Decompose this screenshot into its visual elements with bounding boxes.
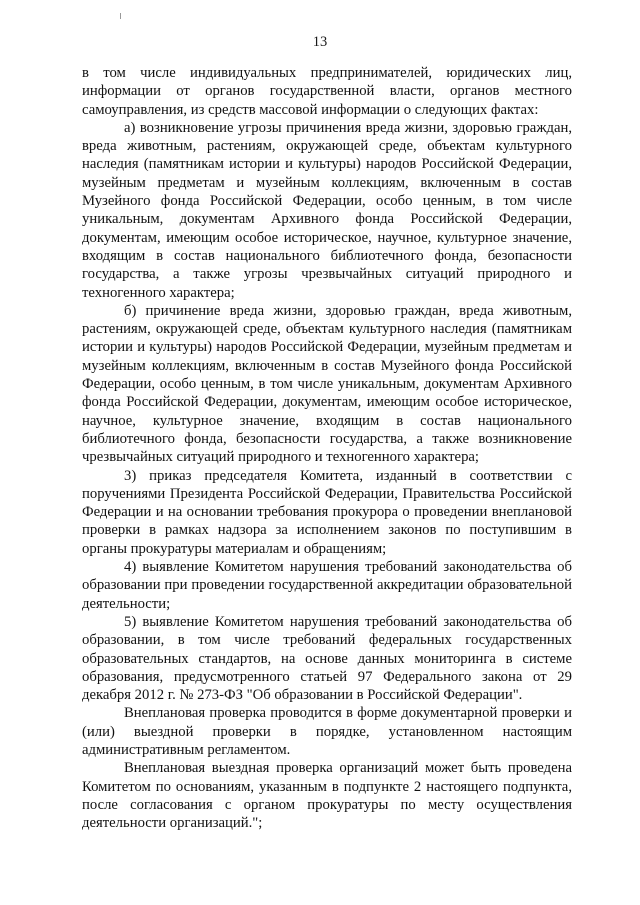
paragraph-item-3: 3) приказ председателя Комитета, изданный в соответствии с поручениями Президента Российской Федерации, Правительства Российской Федерации и на основании требования прокурора о проведении внеплановой проверки в рамках надзора за исполнением законов по поступившим в органы прокуратуры материалам и обращениям; [82, 467, 572, 557]
paragraph-item-5: 5) выявление Комитетом нарушения требований законодательства об образовании, в том числе требований федеральных государственных образовательных стандартов, на основе данных мониторинга в системе образования, предусмотренного статьей 97 Федерального закона от 29 декабря 2012 г. № 273-ФЗ "Об образовании в Российской Федерации". [82, 613, 572, 704]
paragraph-unscheduled-onsite: Внеплановая выездная проверка организаций может быть проведена Комитетом по основаниям, указанным в подпункте 2 настоящего подпункта, после согласования с органом прокуратуры по месту осуществления деятельности организаций."; [82, 760, 572, 832]
paragraph-unscheduled-form: Внеплановая проверка проводится в форме документарной проверки и (или) выездной проверки в порядке, установленном настоящим административным регламентом. [82, 705, 572, 758]
page-number: 13 [312, 34, 328, 50]
paragraph-intro: в том числе индивидуальных предпринимателей, юридических лиц, информации от органов государственной власти, органов местного самоуправления, из средств массовой информации о следующих фактах: [82, 65, 572, 118]
document-body [82, 64, 572, 832]
paragraph-item-a: а) возникновение угрозы причинения вреда жизни, здоровью граждан, вреда животным, растениям, окружающей среде, объектам культурного наследия (памятникам истории и культуры) народов Российской Федерации, музейным предметам и музейным коллекциям, включенным в состав Музейного фонда Российской Федерации, особо ценным, в том числе уникальным, документам Архивного фонда Российской Федерации, документам, имеющим особое историческое, научное, культурное значение, входящим в состав национального библиотечного фонда, безопасности государства, а также угрозы чрезвычайных ситуаций природного и техногенного характера; [82, 119, 572, 301]
paragraph-item-b: б) причинение вреда жизни, здоровью граждан, вреда животным, растениям, окружающей среде, объектам культурного наследия (памятникам истории и культуры) народов Российской Федерации, музейным предметам и музейным коллекциям, включенным в состав Музейного фонда Российской Федерации, особо ценным, в том числе уникальным, документам Архивного фонда Российской Федерации, документам, имеющим особое историческое, научное, культурное значение, входящим в состав национального библиотечного фонда, безопасности государства, а также возникновение чрезвычайных ситуаций природного и техногенного характера; [82, 302, 572, 466]
scan-mark [120, 13, 121, 19]
paragraph-item-4: 4) выявление Комитетом нарушения требований законодательства об образовании при проведении государственной аккредитации образовательной деятельности; [82, 559, 572, 612]
